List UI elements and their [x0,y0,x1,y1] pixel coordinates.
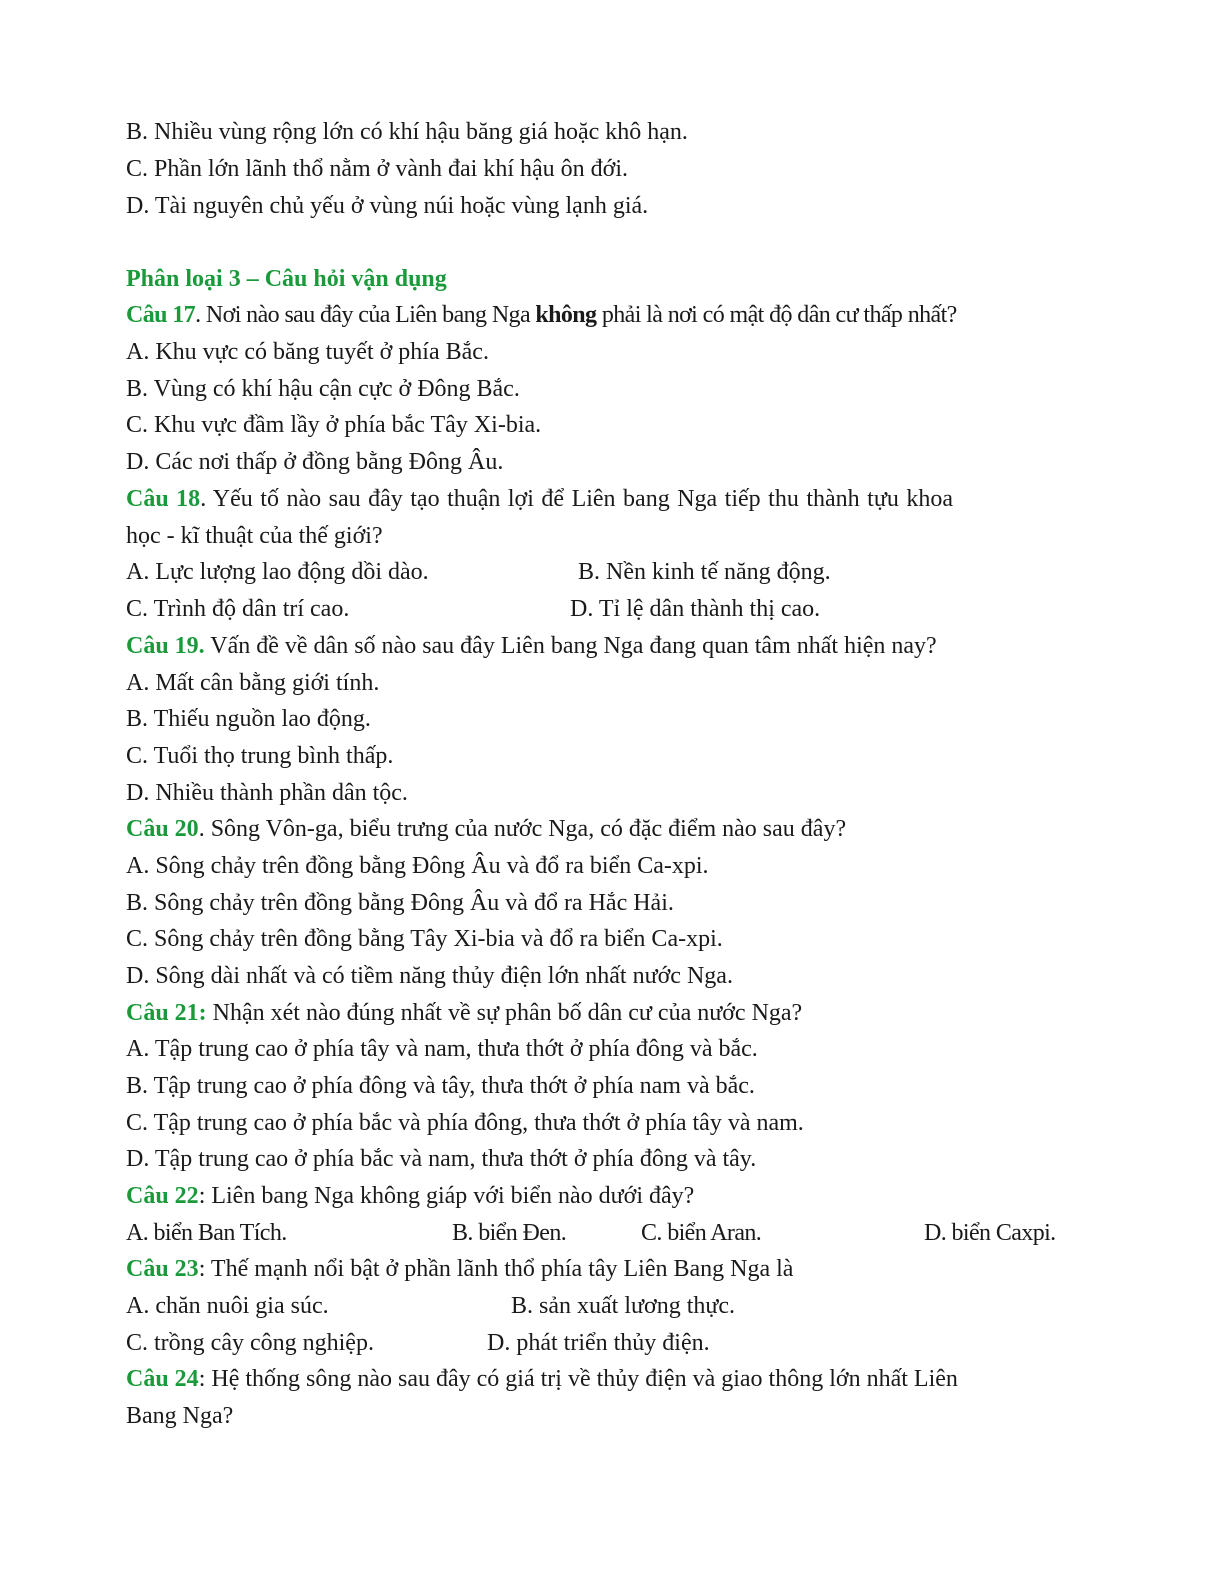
q17-option-d: D. Các nơi thấp ở đồng bằng Đông Âu. [126,449,504,475]
question-label: Câu 24 [126,1366,199,1392]
q18-option-d: D. Tỉ lệ dân thành thị cao. [570,596,821,622]
q21-option-c: C. Tập trung cao ở phía bắc và phía đông, thưa thớt ở phía tây và nam. [126,1110,804,1136]
option-c-prev: C. Phần lớn lãnh thổ nằm ở vành đai khí hậu ôn đới. [126,156,629,182]
question-label: Câu 23 [126,1256,199,1282]
q23-option-a: A. chăn nuôi gia súc. [126,1293,329,1319]
q22-option-a: A. biển Ban Tích. [126,1220,287,1246]
question-text: . Yếu tố nào sau đây tạo thuận lợi để Liên bang Nga tiếp thu thành tựu khoa [200,486,953,512]
q20-option-d: D. Sông dài nhất và có tiềm năng thủy điện lớn nhất nước Nga. [126,963,733,989]
question-label: Câu 22 [126,1183,199,1209]
question-emphasis: không [535,302,597,328]
question-text: . Nơi nào sau đây của Liên bang Nga [195,302,536,328]
q20-option-a: A. Sông chảy trên đồng bằng Đông Âu và đổ ra biển Ca-xpi. [126,853,709,879]
question-text: : Liên bang Nga không giáp với biển nào dưới đây? [198,1183,695,1209]
question-label: Câu 17 [126,302,196,328]
q22-option-b: B. biển Đen. [452,1220,567,1246]
question-24-cont: Bang Nga? [126,1403,234,1429]
section-heading: Phân loại 3 – Câu hỏi vận dụng [126,266,447,292]
q19-option-b: B. Thiếu nguồn lao động. [126,706,371,732]
question-text: Nhận xét nào đúng nhất về sự phân bố dân cư của nước Nga? [206,1000,803,1026]
question-text: : Hệ thống sông nào sau đây có giá trị về thủy điện và giao thông lớn nhất Liên [198,1366,958,1392]
question-text: . Sông Vôn-ga, biểu trưng của nước Nga, có đặc điểm nào sau đây? [198,816,847,842]
question-text: phải là nơi có mật độ dân cư thấp nhất? [596,302,957,328]
question-label: Câu 19. [126,633,205,659]
question-22 [126,1181,694,1211]
question-17 [126,300,957,330]
q22-option-d: D. biển Caxpi. [924,1220,1056,1246]
q23-option-d: D. phát triển thủy điện. [487,1330,710,1356]
q17-option-b: B. Vùng có khí hậu cận cực ở Đông Bắc. [126,376,520,402]
q18-option-a: A. Lực lượng lao động dồi dào. [126,559,429,585]
q19-option-a: A. Mất cân bằng giới tính. [126,670,380,696]
q21-option-a: A. Tập trung cao ở phía tây và nam, thưa thớt ở phía đông và bắc. [126,1036,758,1062]
question-19 [126,631,937,661]
question-label: Câu 20 [126,816,199,842]
q22-option-c: C. biển Aran. [641,1220,762,1246]
q19-option-d: D. Nhiều thành phần dân tộc. [126,780,408,806]
q20-option-c: C. Sông chảy trên đồng bằng Tây Xi-bia và đổ ra biển Ca-xpi. [126,926,723,952]
question-20 [126,814,846,844]
question-label: Câu 18 [126,486,201,512]
question-21 [126,998,802,1028]
q17-option-a: A. Khu vực có băng tuyết ở phía Bắc. [126,339,489,365]
q19-option-c: C. Tuổi thọ trung bình thấp. [126,743,394,769]
q18-option-b: B. Nền kinh tế năng động. [578,559,831,585]
q18-option-c: C. Trình độ dân trí cao. [126,596,350,622]
question-label: Câu 21: [126,1000,207,1026]
q20-option-b: B. Sông chảy trên đồng bằng Đông Âu và đổ ra Hắc Hải. [126,890,674,916]
q21-option-b: B. Tập trung cao ở phía đông và tây, thưa thớt ở phía nam và bắc. [126,1073,755,1099]
question-23 [126,1254,793,1284]
option-b-prev: B. Nhiều vùng rộng lớn có khí hậu băng giá hoặc khô hạn. [126,119,688,145]
option-d-prev: D. Tài nguyên chủ yếu ở vùng núi hoặc vùng lạnh giá. [126,193,649,219]
q23-option-b: B. sản xuất lương thực. [511,1293,736,1319]
q17-option-c: C. Khu vực đầm lầy ở phía bắc Tây Xi-bia. [126,412,542,438]
question-24 [126,1364,958,1394]
question-text: Vấn đề về dân số nào sau đây Liên bang Nga đang quan tâm nhất hiện nay? [204,633,937,659]
question-18 [126,484,953,514]
q21-option-d: D. Tập trung cao ở phía bắc và nam, thưa thớt ở phía đông và tây. [126,1146,757,1172]
question-text: : Thế mạnh nổi bật ở phần lãnh thổ phía tây Liên Bang Nga là [198,1256,794,1282]
question-18-cont: học - kĩ thuật của thế giới? [126,523,383,549]
q23-option-c: C. trồng cây công nghiệp. [126,1330,374,1356]
